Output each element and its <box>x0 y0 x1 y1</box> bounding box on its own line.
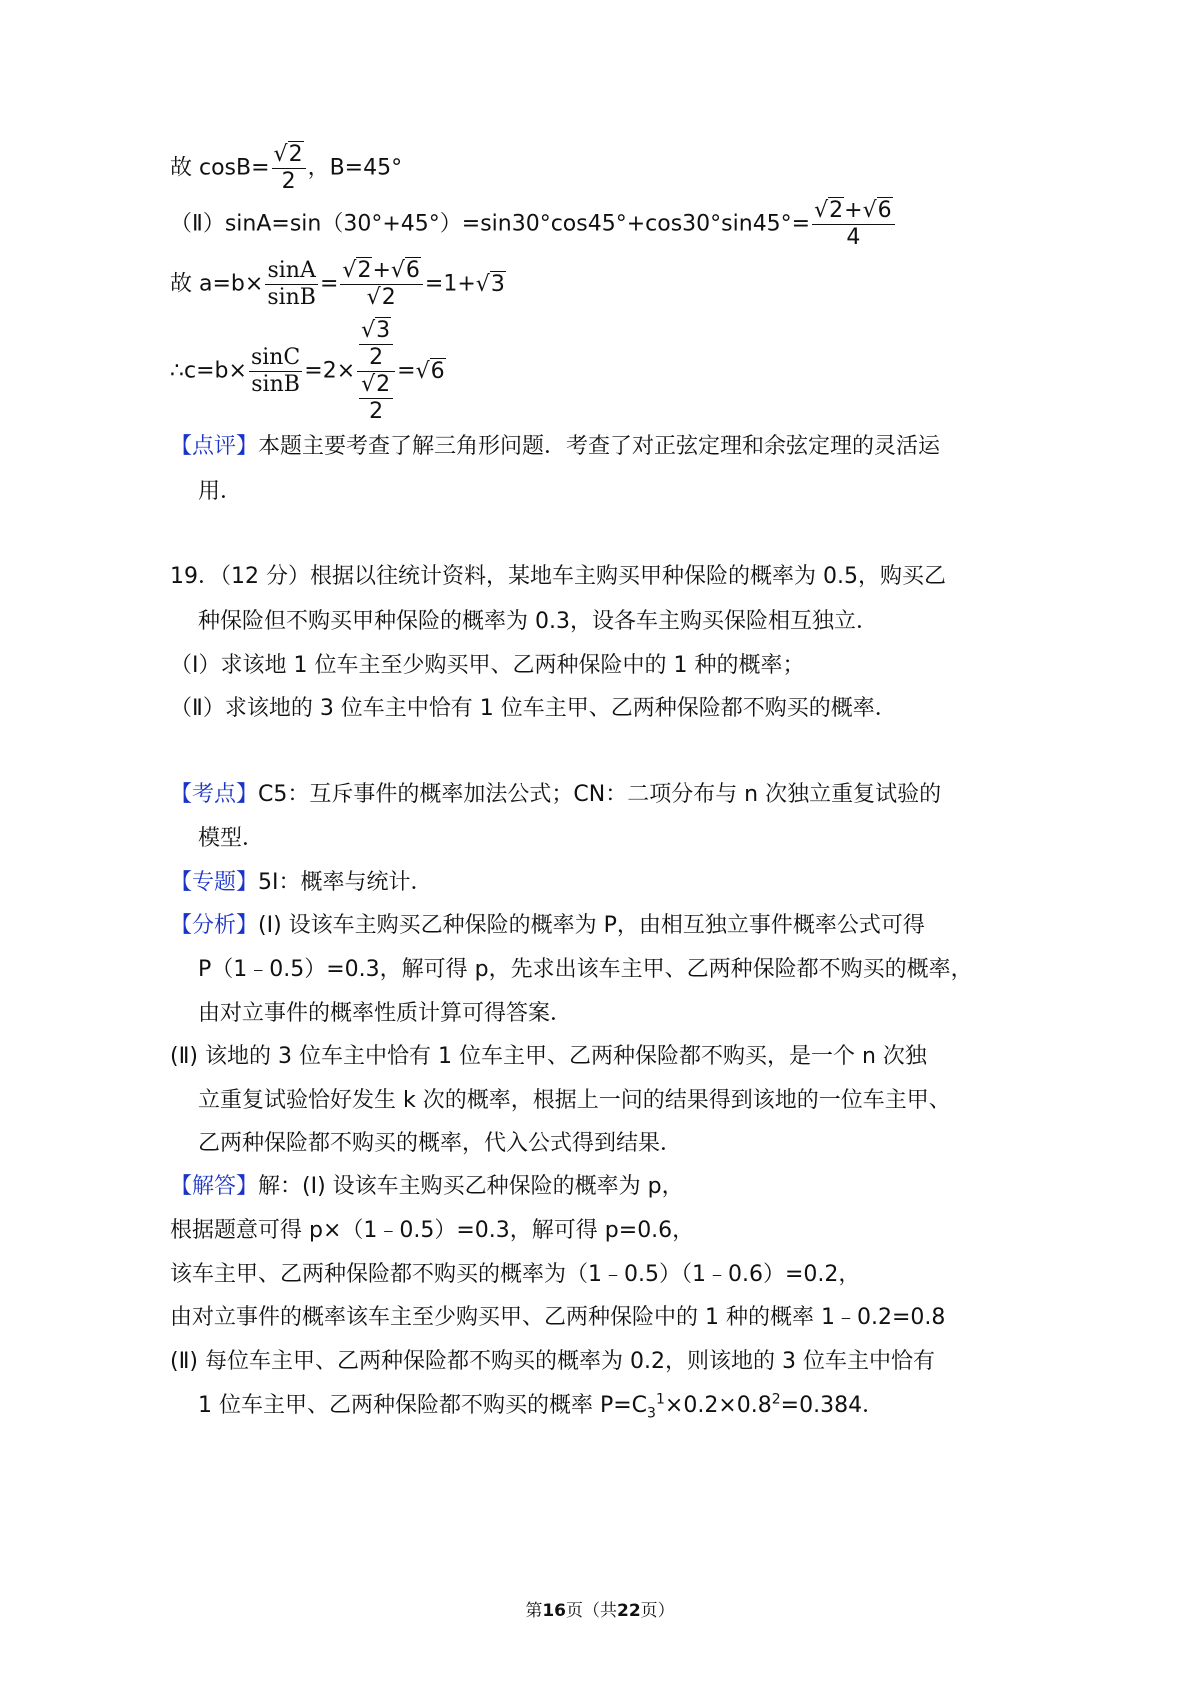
footer-text: 第 <box>525 1601 543 1621</box>
problem-19-part-2 <box>170 694 897 724</box>
comment-tag: 【点评】 <box>170 434 259 459</box>
denominator: sinB <box>251 372 300 397</box>
text-segment: = <box>319 271 339 297</box>
page-footer <box>0 1596 1200 1621</box>
jieda-line-2 <box>170 1216 694 1246</box>
plus-sign: + <box>844 198 863 223</box>
fenxi-line-3 <box>198 999 572 1029</box>
zhuanti-text: 5I：概率与统计． <box>258 870 433 895</box>
radicand: 2 <box>288 142 303 167</box>
text-segment: =2× <box>304 358 356 384</box>
radicand: 2 <box>381 285 396 310</box>
radicand: 2 <box>829 198 844 223</box>
problem-19-line-2 <box>198 607 878 637</box>
radicand: 6 <box>405 258 420 283</box>
jieda-text: 1 位车主甲、乙两种保险都不购买的概率 P=C <box>198 1393 648 1418</box>
jieda-text: 根据题意可得 p×（1﹣0.5）=0.3，解可得 p=0.6， <box>170 1218 695 1243</box>
problem-text: （Ⅱ）求该地的 3 位车主中恰有 1 位车主甲、乙两种保险都不购买的概率． <box>170 696 897 721</box>
compound-fraction: $\frac{\frac{√3}{2}}{\frac{√2}{2}}$ <box>357 318 395 425</box>
zhuanti-tag: 【专题】 <box>170 870 259 895</box>
numerator: sinA <box>267 258 316 283</box>
comment-text: 本题主要考查了解三角形问题．考查了对正弦定理和余弦定理的灵活运 <box>258 434 941 459</box>
text-segment: ，B=45° <box>307 155 403 181</box>
radicand: 3 <box>376 318 391 343</box>
jieda-line-4 <box>170 1303 945 1333</box>
fraction-sqrt2-over-2: $\frac{√2}{2}$ <box>272 142 306 195</box>
solution-line-sina <box>170 198 897 251</box>
jieda-line-3 <box>170 1260 860 1290</box>
jieda-text: (Ⅱ) 每位车主甲、乙两种保险都不购买的概率为 0.2，则该地的 3 位车主中恰有 <box>170 1349 935 1374</box>
fenxi-text: (Ⅰ) 设该车主购买乙种保险的概率为 P，由相互独立事件概率公式可得 <box>258 913 925 938</box>
radicand: 2 <box>376 372 391 397</box>
problem-text: （Ⅰ）求该地 1 位车主至少购买甲、乙两种保险中的 1 种的概率； <box>170 653 805 678</box>
denominator: 2 <box>281 169 296 194</box>
jieda-text: 该车主甲、乙两种保险都不购买的概率为（1﹣0.5）（1﹣0.6）=0.2， <box>170 1262 861 1287</box>
jieda-line-5 <box>170 1347 935 1377</box>
total-pages: 22 <box>617 1601 641 1621</box>
text-segment: ∴c=b× <box>170 358 247 384</box>
fenxi-text: (Ⅱ) 该地的 3 位车主中恰有 1 位车主甲、乙两种保险都不购买，是一个 n 次独 <box>170 1044 927 1069</box>
jieda-line-1 <box>170 1172 684 1202</box>
fenxi-tag: 【分析】 <box>170 913 259 938</box>
numerator: sinC <box>250 345 301 370</box>
text-segment: （Ⅱ）sinA=sin（30°+45°）=sin30°cos45°+cos30°sin45°= <box>170 211 811 237</box>
subscript: 3 <box>647 1405 656 1422</box>
denominator: 4 <box>846 225 861 250</box>
problem-19-line-1 <box>170 562 946 592</box>
radicand: 6 <box>877 198 892 223</box>
fenxi-line-2 <box>198 955 973 985</box>
denominator: sinB <box>267 285 316 310</box>
denominator: 2 <box>369 399 384 424</box>
kaodian-text: C5：互斥事件的概率加法公式；CN：二项分布与 n 次独立重复试验的 <box>258 782 942 807</box>
kaodian-tag: 【考点】 <box>170 782 259 807</box>
footer-text: 页） <box>640 1601 675 1621</box>
jieda-text: ×0.2×0.8 <box>664 1393 772 1418</box>
comment-text: 用． <box>198 479 243 504</box>
fenxi-line-6 <box>198 1129 682 1159</box>
fenxi-text: 由对立事件的概率性质计算可得答案． <box>198 1001 573 1026</box>
fraction-sina-over-sinb <box>265 258 318 311</box>
page-number: 16 <box>542 1601 566 1621</box>
zhuanti-line <box>170 868 433 898</box>
text-segment: = <box>397 358 416 384</box>
superscript: 2 <box>771 1391 781 1408</box>
fenxi-text: 立重复试验恰好发生 k 次的概率，根据上一问的结果得到该地的一位车主甲、 <box>198 1088 951 1113</box>
fraction-sinc-over-sinb <box>249 345 302 398</box>
kaodian-line-2 <box>198 824 264 854</box>
fenxi-text: P（1﹣0.5）=0.3，解可得 p，先求出该车主甲、乙两种保险都不购买的概率， <box>198 957 973 982</box>
fenxi-line-1 <box>170 911 925 941</box>
solution-line-cosb <box>170 142 402 195</box>
sqrt3: √3 <box>475 271 505 297</box>
footer-text: 页（共 <box>566 1601 617 1621</box>
problem-19-part-1 <box>170 651 804 681</box>
plus-sign: + <box>372 258 391 283</box>
solution-line-c <box>170 318 446 425</box>
kaodian-text: 模型． <box>198 826 265 851</box>
jieda-text: 解：(Ⅰ) 设该车主购买乙种保险的概率为 p， <box>258 1174 684 1199</box>
kaodian-line-1 <box>170 780 941 810</box>
fenxi-line-4 <box>170 1042 927 1072</box>
jieda-text: 由对立事件的概率该车主至少购买甲、乙两种保险中的 1 种的概率 1﹣0.2=0.8 <box>170 1305 946 1330</box>
text-segment: 故 a=b× <box>170 271 264 297</box>
radicand: 6 <box>430 358 445 384</box>
text-segment: =1+ <box>424 271 476 297</box>
text-segment: 故 cosB= <box>170 155 270 181</box>
fenxi-line-5 <box>198 1086 951 1116</box>
problem-text: 19．（12 分）根据以往统计资料，某地车主购买甲种保险的概率为 0.5，购买乙 <box>170 564 946 589</box>
comment-line-2 <box>198 477 242 507</box>
radicand: 2 <box>357 258 372 283</box>
fraction-sqrt2-plus-sqrt6-over-sqrt2: $\frac{√2+√6}{√2}$ <box>340 258 423 311</box>
superscript: 1 <box>655 1391 665 1408</box>
jieda-line-6 <box>198 1391 884 1421</box>
fraction-sqrt2-plus-sqrt6-over-4: $\frac{√2+√6}{4}$ <box>812 198 895 251</box>
sqrt6: √6 <box>415 358 445 384</box>
problem-text: 种保险但不购买甲种保险的概率为 0.3，设各车主购买保险相互独立． <box>198 609 878 634</box>
radicand: 3 <box>490 271 505 297</box>
fenxi-text: 乙两种保险都不购买的概率，代入公式得到结果． <box>198 1131 683 1156</box>
solution-line-a <box>170 258 506 311</box>
jieda-text: =0.384． <box>780 1393 885 1418</box>
comment-line-1 <box>170 432 940 462</box>
jieda-tag: 【解答】 <box>170 1174 259 1199</box>
denominator: 2 <box>369 345 384 370</box>
